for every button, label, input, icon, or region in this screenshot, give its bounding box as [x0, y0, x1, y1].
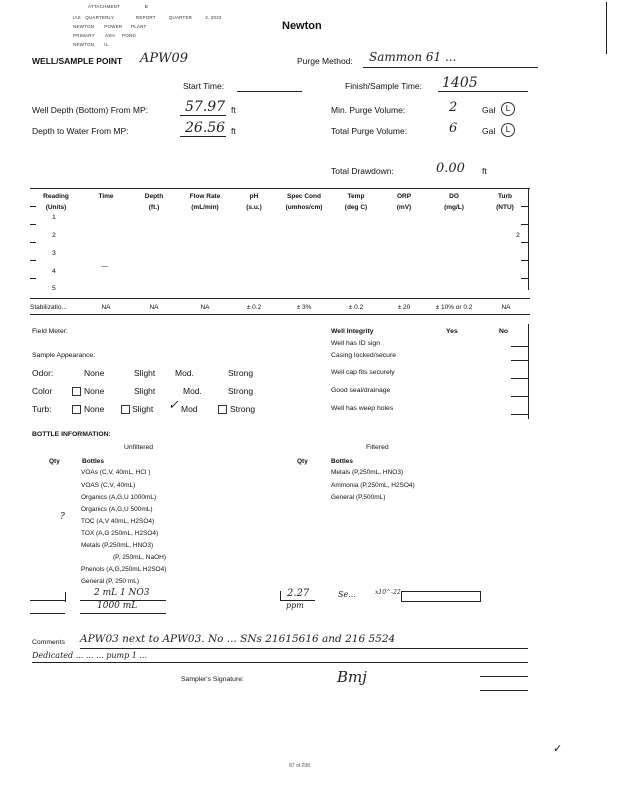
reading-row-4: 4	[52, 268, 56, 275]
col-orp: ORP (mV)	[396, 193, 412, 211]
left-row-line-1	[30, 600, 65, 601]
stab-do: ± 10% or 0.2	[435, 304, 473, 311]
color-none: None	[84, 386, 105, 396]
turb-label: Turb:	[32, 404, 52, 414]
site-title: Newton	[282, 20, 322, 32]
total-purge-label: Total Purge Volume:	[331, 126, 408, 136]
table-top-line	[30, 188, 530, 189]
turb-slight: Slight	[132, 404, 154, 414]
turb-mod-check-icon: ✓	[168, 398, 179, 413]
unfiltered-item-9: Phenols (A,G,250mL H2SO4)	[81, 566, 167, 573]
unfiltered-item-5: TOC (A,V 40mL, H2SO4)	[81, 518, 155, 525]
stab-turb: NA	[501, 304, 511, 311]
integrity-line-2	[511, 360, 528, 361]
comments-rule-2	[32, 662, 528, 663]
header-line-5: NEWTON, IL	[73, 42, 109, 47]
color-mod: Mod.	[183, 386, 202, 396]
unfiltered-heading: Unfiltered	[124, 444, 154, 451]
integrity-yes: Yes	[446, 328, 458, 335]
filtered-item-1: Metals (P,250mL, HNO3)	[331, 469, 404, 476]
odor-slight: Slight	[134, 368, 156, 378]
unfiltered-item-1: VOAs (C,V, 40mL, HCl )	[81, 469, 151, 476]
left-handwriting-2: 1000 mL	[97, 601, 138, 611]
col-turb: Turb (NTU)	[496, 193, 514, 211]
header-line-3: NEWTON POWER PLANT	[73, 24, 147, 29]
tick-left-2	[30, 224, 36, 225]
depth-bottom-value: 57.97	[185, 99, 226, 115]
col-spec-cond: Spec Cond (umhos/cm)	[285, 193, 323, 211]
col-temp: Temp (deg C)	[344, 193, 368, 211]
color-label: Color	[32, 386, 53, 396]
comments-line-2: Dedicated ... ... ... pump 1 ...	[32, 651, 147, 660]
filtered-heading: Filtered	[366, 444, 389, 451]
scan-edge	[606, 2, 607, 54]
comments-line-1: APW03 next to APW03. No ... SNs 21615616 and 216 5524	[80, 633, 396, 645]
integrity-item-4: Good seal/drainage	[331, 387, 391, 394]
stab-ph: ± 0.2	[246, 304, 262, 311]
well-id: APW09	[140, 51, 189, 66]
sample-appearance-label: Sample Appearance:	[32, 352, 96, 359]
left-row-tick	[65, 592, 66, 602]
header-line-4: PRIMARY ASH POND	[73, 33, 136, 38]
unfiltered-item-10: General (P, 250 mL)	[81, 578, 140, 585]
right-handwriting-4: x10^-22	[375, 589, 401, 596]
unfiltered-item-2: VOAS (C,V, 40mL)	[81, 482, 136, 489]
total-drawdown-value: 0.00	[436, 161, 465, 176]
unfiltered-item-8: (P, 250mL, NaOH)	[113, 554, 166, 561]
signature-value: Bmj	[337, 668, 367, 686]
odor-none: None	[84, 368, 105, 378]
right-handwriting-3: Se...	[338, 590, 356, 599]
purge-method-line	[363, 67, 538, 68]
filtered-item-2: Ammonia (P,250mL, H2SO4)	[331, 482, 415, 489]
tick-right-1	[521, 206, 528, 207]
turb-slight-checkbox[interactable]	[121, 405, 130, 414]
unfiltered-item-4: Organics (A,G,U 500mL)	[81, 506, 153, 513]
depth-bottom-unit: ft	[231, 105, 236, 115]
stab-spec-cond: ± 3%	[296, 304, 312, 311]
unfiltered-qty-mark: ?	[60, 512, 65, 522]
depth-bottom-label: Well Depth (Bottom) From MP:	[32, 105, 149, 115]
color-none-checkbox[interactable]	[72, 387, 81, 396]
unfiltered-item-3: Organics (A,G,U 1000mL)	[81, 494, 157, 501]
turb-none-checkbox[interactable]	[72, 405, 81, 414]
integrity-item-3: Well cap fits securely	[331, 369, 395, 376]
total-drawdown-label: Total Drawdown:	[331, 166, 394, 176]
tick-left-1	[30, 206, 36, 207]
color-slight: Slight	[134, 386, 156, 396]
page-number: 87 of 298	[289, 763, 310, 769]
tick-right-3	[521, 242, 528, 243]
unfiltered-item-7: Metals (P,250mL, HNO3)	[81, 542, 154, 549]
total-purge-value: 6	[449, 121, 458, 136]
depth-water-value: 26.56	[185, 120, 226, 136]
turb-mod: Mod	[181, 404, 198, 414]
stab-time: NA	[101, 304, 111, 311]
left-row-line-3	[30, 613, 65, 614]
comments-label: Comments	[32, 639, 65, 646]
comments-rule-1	[80, 648, 528, 649]
integrity-line-1	[511, 346, 528, 347]
filtered-bottles-heading: Bottles	[331, 458, 354, 465]
odor-label: Odor:	[32, 368, 54, 378]
turb-none: None	[84, 404, 105, 414]
integrity-line-3	[511, 378, 528, 379]
right-row-box	[401, 591, 481, 602]
total-purge-unit: Gal	[482, 126, 496, 136]
unfiltered-bottles-heading: Bottles	[82, 458, 105, 465]
col-ph: pH (s.u.)	[246, 193, 262, 211]
signature-rule	[480, 690, 528, 691]
min-purge-unit: Gal	[482, 105, 496, 115]
integrity-item-2: Casing locked/secure	[331, 352, 396, 359]
integrity-no: No	[499, 328, 509, 335]
finish-time-label: Finish/Sample Time:	[345, 81, 422, 91]
depth-water-unit: ft	[231, 126, 236, 136]
turb-row-2-value: 2	[516, 232, 520, 239]
turb-strong-checkbox[interactable]	[218, 405, 227, 414]
odor-strong: Strong	[228, 368, 254, 378]
stabilization-top-line	[30, 298, 530, 299]
time-row-4-mark: —	[101, 263, 108, 270]
bottle-info-title: BOTTLE INFORMATION:	[32, 431, 111, 438]
reading-row-5: 5	[52, 285, 56, 292]
stab-flow: NA	[200, 304, 210, 311]
left-row-line-4	[80, 613, 166, 614]
start-time-line	[237, 91, 302, 92]
tick-left-4	[30, 260, 36, 261]
col-flow-rate: Flow Rate (mL/min)	[189, 193, 221, 211]
comments-rule-3	[480, 676, 528, 677]
col-reading: Reading (Units)	[43, 193, 69, 211]
depth-bottom-line	[180, 115, 226, 116]
min-purge-l-circle: L	[501, 102, 515, 116]
odor-mod: Mod.	[175, 368, 194, 378]
unfiltered-item-6: TOX (A,G 250mL, H2SO4)	[81, 530, 159, 537]
total-purge-l-circle: L	[501, 123, 515, 137]
stabilization-bottom-line	[30, 314, 530, 315]
integrity-item-5: Well has weep holes	[331, 405, 394, 412]
turb-strong: Strong	[230, 404, 256, 414]
col-time: Time	[98, 193, 114, 200]
reading-row-3: 3	[52, 250, 56, 257]
start-time-label: Start Time:	[183, 81, 225, 91]
col-depth: Depth (ft.)	[144, 193, 164, 211]
tick-right-2	[521, 224, 528, 225]
depth-water-line	[180, 136, 226, 137]
col-do: DO (mg/L)	[444, 193, 464, 211]
stab-orp: ± 20	[397, 304, 411, 311]
purge-method-label: Purge Method:	[297, 56, 353, 66]
stab-temp: ± 0.2	[348, 304, 364, 311]
right-handwriting-2: ppm	[286, 601, 304, 610]
tick-left-3	[30, 242, 36, 243]
filtered-qty-heading: Qty	[297, 458, 308, 465]
finish-time-value: 1405	[442, 75, 478, 91]
left-handwriting-1: 2 mL 1 NO3	[94, 588, 150, 598]
signature-label: Sampler's Signature:	[181, 676, 244, 683]
header-line-1: ATTACHMENT B	[88, 4, 148, 9]
integrity-line-4	[511, 396, 528, 397]
integrity-right-line	[528, 324, 529, 419]
color-strong: Strong	[228, 386, 254, 396]
min-purge-value: 2	[449, 100, 458, 115]
finish-time-line	[438, 91, 528, 92]
stab-depth: NA	[149, 304, 159, 311]
header-line-2: IAS QUARTERLY REPORT QUARTER 2, 2023	[73, 15, 222, 20]
well-label: WELL/SAMPLE POINT	[32, 56, 123, 66]
tick-right-5	[521, 278, 528, 279]
unfiltered-qty-heading: Qty	[49, 458, 60, 465]
tick-left-5	[30, 278, 36, 279]
total-drawdown-unit: ft	[482, 166, 487, 176]
field-meter-label: Field Meter:	[32, 328, 68, 335]
integrity-line-5	[511, 414, 528, 415]
min-purge-label: Min. Purge Volume:	[331, 105, 406, 115]
integrity-item-1: Well has ID sign	[331, 340, 380, 347]
well-integrity-title: Well Integrity	[331, 328, 374, 335]
filtered-item-3: General (P,500mL)	[331, 494, 386, 501]
reading-row-2: 2	[52, 232, 56, 239]
tick-right-4	[521, 260, 528, 261]
right-handwriting-1: 2.27	[287, 588, 310, 599]
depth-water-label: Depth to Water From MP:	[32, 126, 129, 136]
table-right-line	[528, 188, 529, 290]
check-mark-icon: ✓	[553, 743, 563, 755]
purge-method-value: Sammon 61 ...	[369, 50, 457, 64]
stab-reading: Stabilizatio...	[30, 304, 67, 311]
reading-row-1: 1	[52, 214, 56, 221]
